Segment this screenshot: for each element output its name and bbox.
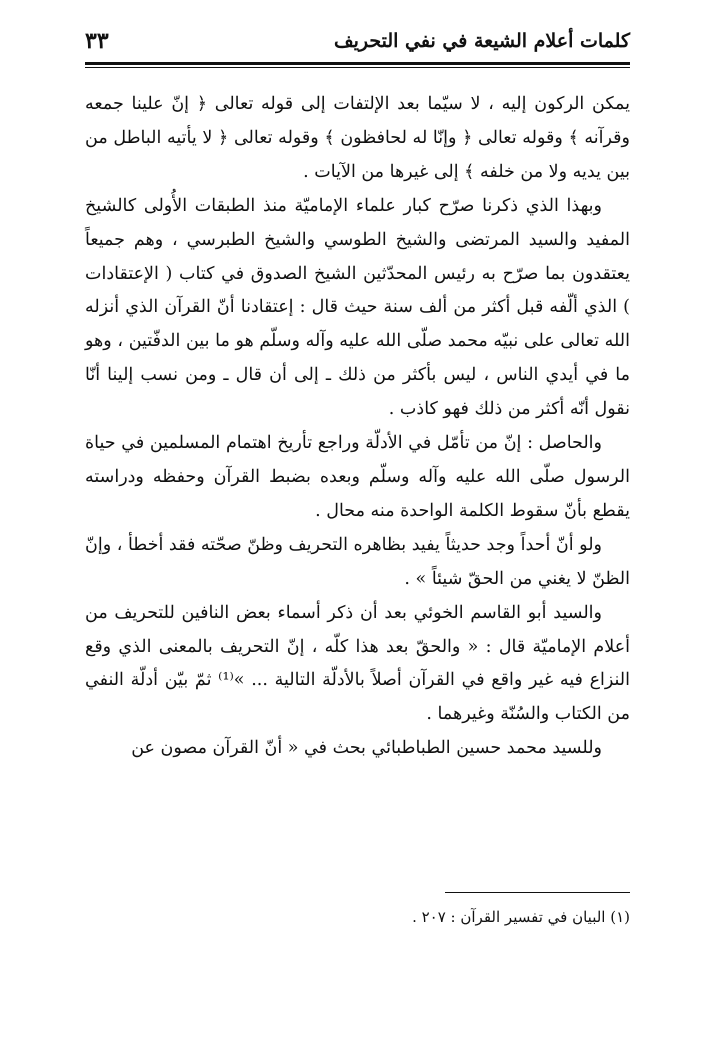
footnote-separator [445, 892, 630, 893]
main-text [85, 88, 630, 766]
page-number: ٣٣ [85, 28, 109, 54]
paragraph: وبهذا الذي ذكرنا صرّح كبار علماء الإماميّة منذ الطبقات الأُولى كالشيخ المفيد والسيد المرتضى والشيخ الطوسي والشيخ الطبرسي ، وهم جميعاً يعتقدون بما صرّح به رئيس المحدّثين الشيخ الصدوق في كتاب ( الإعتقادات ) الذي ألّفه قبل أكثر من ألف سنة حيث قال : إعتقادنا أنّ القرآن الذي أنزله الله تعالى على نبيّه محمد صلّى الله عليه وآله وسلّم هو ما بين الدفّتين ، وهو ما في أيدي الناس ، ليس بأكثر من ذلك ـ إلى أن قال ـ ومن نسب إلينا أنّا نقول أنّه أكثر من ذلك فهو كاذب . [85, 195, 630, 420]
paragraph: وللسيد محمد حسين الطباطبائي بحث في « أنّ القرآن مصون عن [131, 738, 602, 759]
paragraph: يمكن الركون إليه ، لا سيّما بعد الإلتفات إلى قوله تعالى ﴿ إنّ علينا جمعه وقرآنه ﴾ وقوله تعالى ﴿ وإنّا له لحافظون ﴾ وقوله تعالى ﴿ لا يأتيه الباطل من بين يديه ولا من خلفه ﴾ إلى غيرها من الآيات . [85, 94, 630, 182]
running-header [85, 28, 630, 62]
paragraph: والسيد أبو القاسم الخوئي بعد أن ذكر أسماء بعض النافين للتحريف من أعلام الإماميّة قال : « والحقّ بعد هذا كلّه ، إنّ التحريف بالمعنى الذي وقع النزاع فيه غير واقع في القرآن أصلاً بالأدلّة التالية ... »⁽¹⁾ ثمّ بيّن أدلّة النفي من الكتاب والسُنّة وغيرهما . [85, 602, 631, 725]
paragraph: ولو أنّ أحداً وجد حديثاً يفيد بظاهره التحريف وظنّ صحّته فقد أخطأ ، وإنّ الظنّ لا يغني من الحقّ شيئاً » . [85, 534, 630, 589]
footnote: (١) البيان في تفسير القرآن : ٢٠٧ . [412, 908, 630, 926]
running-title: كلمات أعلام الشيعة في نفي التحريف [333, 30, 630, 52]
paragraph: والحاصل : إنّ من تأمّل في الأدلّة وراجع تأريخ اهتمام المسلمين في حياة الرسول صلّى الله عليه وآله وسلّم وبعده بضبط القرآن وحفظه ودراسته يقطع بأنّ سقوط الكلمة الواحدة منه محال . [85, 433, 630, 521]
header-rule-thick [85, 62, 630, 65]
header-rule-thin [85, 67, 630, 68]
